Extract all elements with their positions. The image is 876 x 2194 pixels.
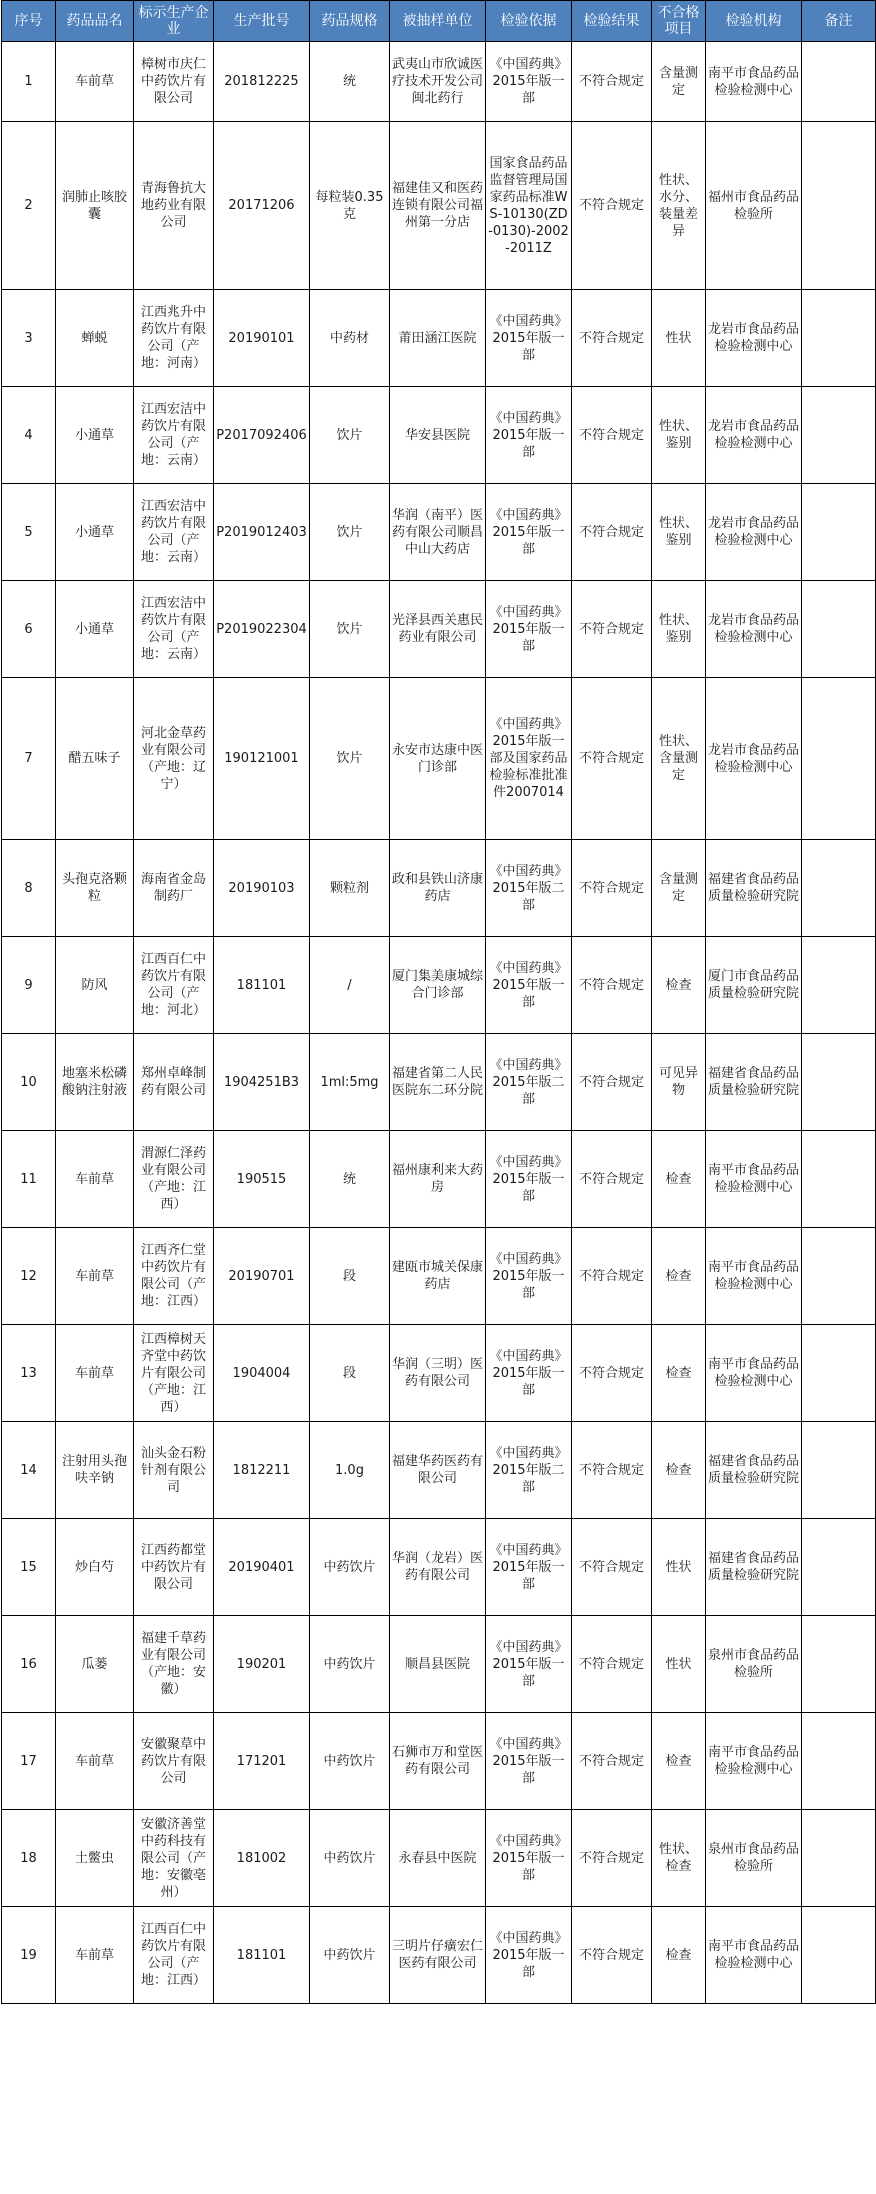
manufacturer-cell: 江西宏洁中药饮片有限公司（产地：云南） [134, 484, 214, 581]
table-row [2, 840, 876, 937]
remark-cell [802, 1325, 876, 1422]
remark-cell [802, 581, 876, 678]
inspection-result-cell: 不符合规定 [572, 1422, 652, 1519]
header-cell: 药品规格 [310, 1, 390, 42]
failed-item-cell: 含量测定 [652, 840, 706, 937]
inspection-basis-cell: 《中国药典》2015年版一部 [486, 1810, 572, 1907]
drug-name-cell: 炒白芍 [56, 1519, 134, 1616]
inspection-agency-cell: 福建省食品药品质量检验研究院 [706, 1519, 802, 1616]
remark-cell [802, 1131, 876, 1228]
batch-number-cell: 20190103 [214, 840, 310, 937]
sampled-unit-cell: 福建华药医药有限公司 [390, 1422, 486, 1519]
failed-item-cell: 性状 [652, 1616, 706, 1713]
batch-number-cell: 1904004 [214, 1325, 310, 1422]
specification-cell: / [310, 937, 390, 1034]
remark-cell [802, 1228, 876, 1325]
table-row [2, 1325, 876, 1422]
sampled-unit-cell: 三明片仔癀宏仁医药有限公司 [390, 1907, 486, 2004]
sampled-unit-cell: 福建佳又和医药连锁有限公司福州第一分店 [390, 122, 486, 290]
remark-cell [802, 1519, 876, 1616]
specification-cell: 统 [310, 42, 390, 122]
sampled-unit-cell: 华润（龙岩）医药有限公司 [390, 1519, 486, 1616]
failed-item-cell: 性状、检查 [652, 1810, 706, 1907]
drug-name-cell: 润肺止咳胶囊 [56, 122, 134, 290]
table-row [2, 122, 876, 290]
inspection-basis-cell: 《中国药典》2015年版二部 [486, 1422, 572, 1519]
drug-name-cell: 瓜蒌 [56, 1616, 134, 1713]
failed-item-cell: 检查 [652, 1713, 706, 1810]
specification-cell: 饮片 [310, 484, 390, 581]
specification-cell: 每粒装0.35克 [310, 122, 390, 290]
specification-cell: 1.0g [310, 1422, 390, 1519]
inspection-agency-cell: 南平市食品药品检验检测中心 [706, 1713, 802, 1810]
remark-cell [802, 42, 876, 122]
batch-number-cell: 20190401 [214, 1519, 310, 1616]
specification-cell: 中药饮片 [310, 1810, 390, 1907]
row-number-cell: 15 [2, 1519, 56, 1616]
inspection-basis-cell: 《中国药典》2015年版一部 [486, 1519, 572, 1616]
table-row [2, 1034, 876, 1131]
batch-number-cell: 181101 [214, 1907, 310, 2004]
drug-name-cell: 蝉蜕 [56, 290, 134, 387]
specification-cell: 段 [310, 1228, 390, 1325]
row-number-cell: 2 [2, 122, 56, 290]
table-row [2, 1810, 876, 1907]
sampled-unit-cell: 福州康利来大药房 [390, 1131, 486, 1228]
remark-cell [802, 387, 876, 484]
failed-item-cell: 性状、鉴别 [652, 387, 706, 484]
manufacturer-cell: 江西齐仁堂中药饮片有限公司（产地：江西） [134, 1228, 214, 1325]
remark-cell [802, 484, 876, 581]
remark-cell [802, 937, 876, 1034]
inspection-agency-cell: 厦门市食品药品质量检验研究院 [706, 937, 802, 1034]
inspection-agency-cell: 福建省食品药品质量检验研究院 [706, 840, 802, 937]
row-number-cell: 7 [2, 678, 56, 840]
manufacturer-cell: 江西百仁中药饮片有限公司（产地：江西） [134, 1907, 214, 2004]
drug-name-cell: 醋五味子 [56, 678, 134, 840]
drug-name-cell: 车前草 [56, 1131, 134, 1228]
header-cell: 被抽样单位 [390, 1, 486, 42]
header-cell: 检验依据 [486, 1, 572, 42]
specification-cell: 中药饮片 [310, 1907, 390, 2004]
inspection-basis-cell: 《中国药典》2015年版一部 [486, 484, 572, 581]
inspection-agency-cell: 福州市食品药品检验所 [706, 122, 802, 290]
drug-name-cell: 注射用头孢呋辛钠 [56, 1422, 134, 1519]
drug-name-cell: 车前草 [56, 42, 134, 122]
batch-number-cell: 171201 [214, 1713, 310, 1810]
inspection-result-cell: 不符合规定 [572, 1907, 652, 2004]
remark-cell [802, 678, 876, 840]
inspection-agency-cell: 泉州市食品药品检验所 [706, 1616, 802, 1713]
header-cell: 备注 [802, 1, 876, 42]
inspection-agency-cell: 泉州市食品药品检验所 [706, 1810, 802, 1907]
sampled-unit-cell: 顺昌县医院 [390, 1616, 486, 1713]
specification-cell: 饮片 [310, 581, 390, 678]
inspection-agency-cell: 龙岩市食品药品检验检测中心 [706, 290, 802, 387]
drug-name-cell: 土鳖虫 [56, 1810, 134, 1907]
manufacturer-cell: 安徽聚草中药饮片有限公司 [134, 1713, 214, 1810]
manufacturer-cell: 江西兆升中药饮片有限公司（产地：河南） [134, 290, 214, 387]
inspection-basis-cell: 《中国药典》2015年版一部 [486, 1131, 572, 1228]
inspection-result-cell: 不符合规定 [572, 1713, 652, 1810]
inspection-basis-cell: 《中国药典》2015年版二部 [486, 840, 572, 937]
manufacturer-cell: 江西宏洁中药饮片有限公司（产地：云南） [134, 387, 214, 484]
inspection-agency-cell: 南平市食品药品检验检测中心 [706, 1228, 802, 1325]
row-number-cell: 18 [2, 1810, 56, 1907]
batch-number-cell: 190515 [214, 1131, 310, 1228]
inspection-basis-cell: 《中国药典》2015年版一部 [486, 1325, 572, 1422]
remark-cell [802, 122, 876, 290]
sampled-unit-cell: 政和县铁山济康药店 [390, 840, 486, 937]
inspection-basis-cell: 《中国药典》2015年版一部 [486, 1713, 572, 1810]
specification-cell: 统 [310, 1131, 390, 1228]
batch-number-cell: 190121001 [214, 678, 310, 840]
sampled-unit-cell: 华润（南平）医药有限公司顺昌中山大药店 [390, 484, 486, 581]
remark-cell [802, 1034, 876, 1131]
specification-cell: 中药饮片 [310, 1616, 390, 1713]
batch-number-cell: 201812225 [214, 42, 310, 122]
row-number-cell: 9 [2, 937, 56, 1034]
manufacturer-cell: 江西宏洁中药饮片有限公司（产地：云南） [134, 581, 214, 678]
table-row [2, 1422, 876, 1519]
inspection-basis-cell: 国家食品药品监督管理局国家药品标准WS-10130(ZD-0130)-2002-2011Z [486, 122, 572, 290]
inspection-agency-cell: 南平市食品药品检验检测中心 [706, 1907, 802, 2004]
inspection-result-cell: 不符合规定 [572, 840, 652, 937]
inspection-basis-cell: 《中国药典》2015年版一部 [486, 42, 572, 122]
remark-cell [802, 1616, 876, 1713]
specification-cell: 段 [310, 1325, 390, 1422]
manufacturer-cell: 郑州卓峰制药有限公司 [134, 1034, 214, 1131]
sampled-unit-cell: 永春县中医院 [390, 1810, 486, 1907]
drug-name-cell: 小通草 [56, 581, 134, 678]
row-number-cell: 6 [2, 581, 56, 678]
sampled-unit-cell: 光泽县西关惠民药业有限公司 [390, 581, 486, 678]
row-number-cell: 3 [2, 290, 56, 387]
table-row [2, 290, 876, 387]
failed-item-cell: 检查 [652, 1325, 706, 1422]
table-row [2, 1616, 876, 1713]
drug-name-cell: 车前草 [56, 1228, 134, 1325]
sampled-unit-cell: 厦门集美康城综合门诊部 [390, 937, 486, 1034]
remark-cell [802, 290, 876, 387]
sampled-unit-cell: 武夷山市欣诚医疗技术开发公司闽北药行 [390, 42, 486, 122]
failed-item-cell: 检查 [652, 937, 706, 1034]
manufacturer-cell: 樟树市庆仁中药饮片有限公司 [134, 42, 214, 122]
inspection-result-cell: 不符合规定 [572, 1810, 652, 1907]
inspection-agency-cell: 龙岩市食品药品检验检测中心 [706, 678, 802, 840]
failed-item-cell: 性状、水分、装量差异 [652, 122, 706, 290]
row-number-cell: 12 [2, 1228, 56, 1325]
specification-cell: 中药材 [310, 290, 390, 387]
header-cell: 生产批号 [214, 1, 310, 42]
table-row [2, 42, 876, 122]
row-number-cell: 16 [2, 1616, 56, 1713]
inspection-basis-cell: 《中国药典》2015年版一部及国家药品检验标准批准件2007014 [486, 678, 572, 840]
inspection-result-cell: 不符合规定 [572, 122, 652, 290]
batch-number-cell: 190201 [214, 1616, 310, 1713]
batch-number-cell: 181002 [214, 1810, 310, 1907]
failed-item-cell: 性状、鉴别 [652, 581, 706, 678]
header-cell: 检验结果 [572, 1, 652, 42]
table-row [2, 1131, 876, 1228]
manufacturer-cell: 海南省金岛制药厂 [134, 840, 214, 937]
inspection-agency-cell: 福建省食品药品质量检验研究院 [706, 1422, 802, 1519]
inspection-result-cell: 不符合规定 [572, 937, 652, 1034]
inspection-result-cell: 不符合规定 [572, 1034, 652, 1131]
inspection-result-cell: 不符合规定 [572, 1519, 652, 1616]
row-number-cell: 19 [2, 1907, 56, 2004]
manufacturer-cell: 福建千草药业有限公司（产地：安徽） [134, 1616, 214, 1713]
drug-name-cell: 车前草 [56, 1907, 134, 2004]
manufacturer-cell: 渭源仁泽药业有限公司（产地：江西） [134, 1131, 214, 1228]
header-cell: 标示生产企业 [134, 1, 214, 42]
inspection-result-cell: 不符合规定 [572, 484, 652, 581]
drug-name-cell: 小通草 [56, 387, 134, 484]
table-row [2, 937, 876, 1034]
row-number-cell: 8 [2, 840, 56, 937]
failed-item-cell: 可见异物 [652, 1034, 706, 1131]
inspection-result-cell: 不符合规定 [572, 1131, 652, 1228]
row-number-cell: 4 [2, 387, 56, 484]
failed-item-cell: 性状 [652, 290, 706, 387]
inspection-result-cell: 不符合规定 [572, 1325, 652, 1422]
header-cell: 序号 [2, 1, 56, 42]
sampled-unit-cell: 建瓯市城关保康药店 [390, 1228, 486, 1325]
drug-name-cell: 车前草 [56, 1713, 134, 1810]
inspection-result-cell: 不符合规定 [572, 678, 652, 840]
inspection-agency-cell: 南平市食品药品检验检测中心 [706, 1325, 802, 1422]
failed-item-cell: 检查 [652, 1228, 706, 1325]
inspection-result-cell: 不符合规定 [572, 1228, 652, 1325]
failed-item-cell: 检查 [652, 1131, 706, 1228]
remark-cell [802, 840, 876, 937]
drug-name-cell: 车前草 [56, 1325, 134, 1422]
remark-cell [802, 1907, 876, 2004]
remark-cell [802, 1713, 876, 1810]
manufacturer-cell: 江西百仁中药饮片有限公司（产地：河北） [134, 937, 214, 1034]
inspection-result-cell: 不符合规定 [572, 42, 652, 122]
drug-name-cell: 头孢克洛颗粒 [56, 840, 134, 937]
header-row [2, 1, 876, 42]
inspection-basis-cell: 《中国药典》2015年版一部 [486, 387, 572, 484]
inspection-basis-cell: 《中国药典》2015年版二部 [486, 1034, 572, 1131]
inspection-basis-cell: 《中国药典》2015年版一部 [486, 1907, 572, 2004]
inspection-basis-cell: 《中国药典》2015年版一部 [486, 1228, 572, 1325]
manufacturer-cell: 青海鲁抗大地药业有限公司 [134, 122, 214, 290]
failed-item-cell: 性状、含量测定 [652, 678, 706, 840]
row-number-cell: 5 [2, 484, 56, 581]
drug-name-cell: 防风 [56, 937, 134, 1034]
inspection-result-cell: 不符合规定 [572, 387, 652, 484]
inspection-basis-cell: 《中国药典》2015年版一部 [486, 290, 572, 387]
row-number-cell: 10 [2, 1034, 56, 1131]
remark-cell [802, 1810, 876, 1907]
failed-item-cell: 性状、鉴别 [652, 484, 706, 581]
row-number-cell: 17 [2, 1713, 56, 1810]
inspection-result-cell: 不符合规定 [572, 581, 652, 678]
table-row [2, 581, 876, 678]
inspection-basis-cell: 《中国药典》2015年版一部 [486, 937, 572, 1034]
sampled-unit-cell: 福建省第二人民医院东二环分院 [390, 1034, 486, 1131]
row-number-cell: 1 [2, 42, 56, 122]
sampled-unit-cell: 永安市达康中医门诊部 [390, 678, 486, 840]
header-cell: 检验机构 [706, 1, 802, 42]
batch-number-cell: P2019012403 [214, 484, 310, 581]
batch-number-cell: 20171206 [214, 122, 310, 290]
specification-cell: 1ml:5mg [310, 1034, 390, 1131]
row-number-cell: 13 [2, 1325, 56, 1422]
batch-number-cell: 20190701 [214, 1228, 310, 1325]
manufacturer-cell: 江西樟树天齐堂中药饮片有限公司（产地：江西） [134, 1325, 214, 1422]
row-number-cell: 11 [2, 1131, 56, 1228]
table-row [2, 1907, 876, 2004]
failed-item-cell: 检查 [652, 1907, 706, 2004]
sampled-unit-cell: 石狮市万和堂医药有限公司 [390, 1713, 486, 1810]
failed-item-cell: 含量测定 [652, 42, 706, 122]
inspection-basis-cell: 《中国药典》2015年版一部 [486, 1616, 572, 1713]
batch-number-cell: 181101 [214, 937, 310, 1034]
manufacturer-cell: 河北金草药业有限公司（产地：辽宁） [134, 678, 214, 840]
manufacturer-cell: 汕头金石粉针剂有限公司 [134, 1422, 214, 1519]
inspection-results-table [1, 0, 876, 2004]
table-row [2, 387, 876, 484]
inspection-agency-cell: 福建省食品药品质量检验研究院 [706, 1034, 802, 1131]
manufacturer-cell: 江西药都堂中药饮片有限公司 [134, 1519, 214, 1616]
specification-cell: 中药饮片 [310, 1713, 390, 1810]
header-cell: 不合格项目 [652, 1, 706, 42]
failed-item-cell: 性状 [652, 1519, 706, 1616]
batch-number-cell: P2017092406 [214, 387, 310, 484]
batch-number-cell: 1904251B3 [214, 1034, 310, 1131]
specification-cell: 颗粒剂 [310, 840, 390, 937]
drug-name-cell: 小通草 [56, 484, 134, 581]
batch-number-cell: 1812211 [214, 1422, 310, 1519]
specification-cell: 中药饮片 [310, 1519, 390, 1616]
inspection-agency-cell: 龙岩市食品药品检验检测中心 [706, 484, 802, 581]
inspection-agency-cell: 南平市食品药品检验检测中心 [706, 42, 802, 122]
row-number-cell: 14 [2, 1422, 56, 1519]
table-row [2, 1713, 876, 1810]
table-row [2, 1228, 876, 1325]
batch-number-cell: P2019022304 [214, 581, 310, 678]
header-cell: 药品品名 [56, 1, 134, 42]
failed-item-cell: 检查 [652, 1422, 706, 1519]
specification-cell: 饮片 [310, 678, 390, 840]
specification-cell: 饮片 [310, 387, 390, 484]
remark-cell [802, 1422, 876, 1519]
inspection-agency-cell: 南平市食品药品检验检测中心 [706, 1131, 802, 1228]
table-row [2, 484, 876, 581]
batch-number-cell: 20190101 [214, 290, 310, 387]
table-row [2, 678, 876, 840]
manufacturer-cell: 安徽济善堂中药科技有限公司（产地：安徽亳州） [134, 1810, 214, 1907]
drug-name-cell: 地塞米松磷酸钠注射液 [56, 1034, 134, 1131]
sampled-unit-cell: 莆田涵江医院 [390, 290, 486, 387]
sampled-unit-cell: 华安县医院 [390, 387, 486, 484]
inspection-result-cell: 不符合规定 [572, 1616, 652, 1713]
table-row [2, 1519, 876, 1616]
inspection-result-cell: 不符合规定 [572, 290, 652, 387]
sampled-unit-cell: 华润（三明）医药有限公司 [390, 1325, 486, 1422]
inspection-agency-cell: 龙岩市食品药品检验检测中心 [706, 387, 802, 484]
inspection-basis-cell: 《中国药典》2015年版一部 [486, 581, 572, 678]
inspection-agency-cell: 龙岩市食品药品检验检测中心 [706, 581, 802, 678]
